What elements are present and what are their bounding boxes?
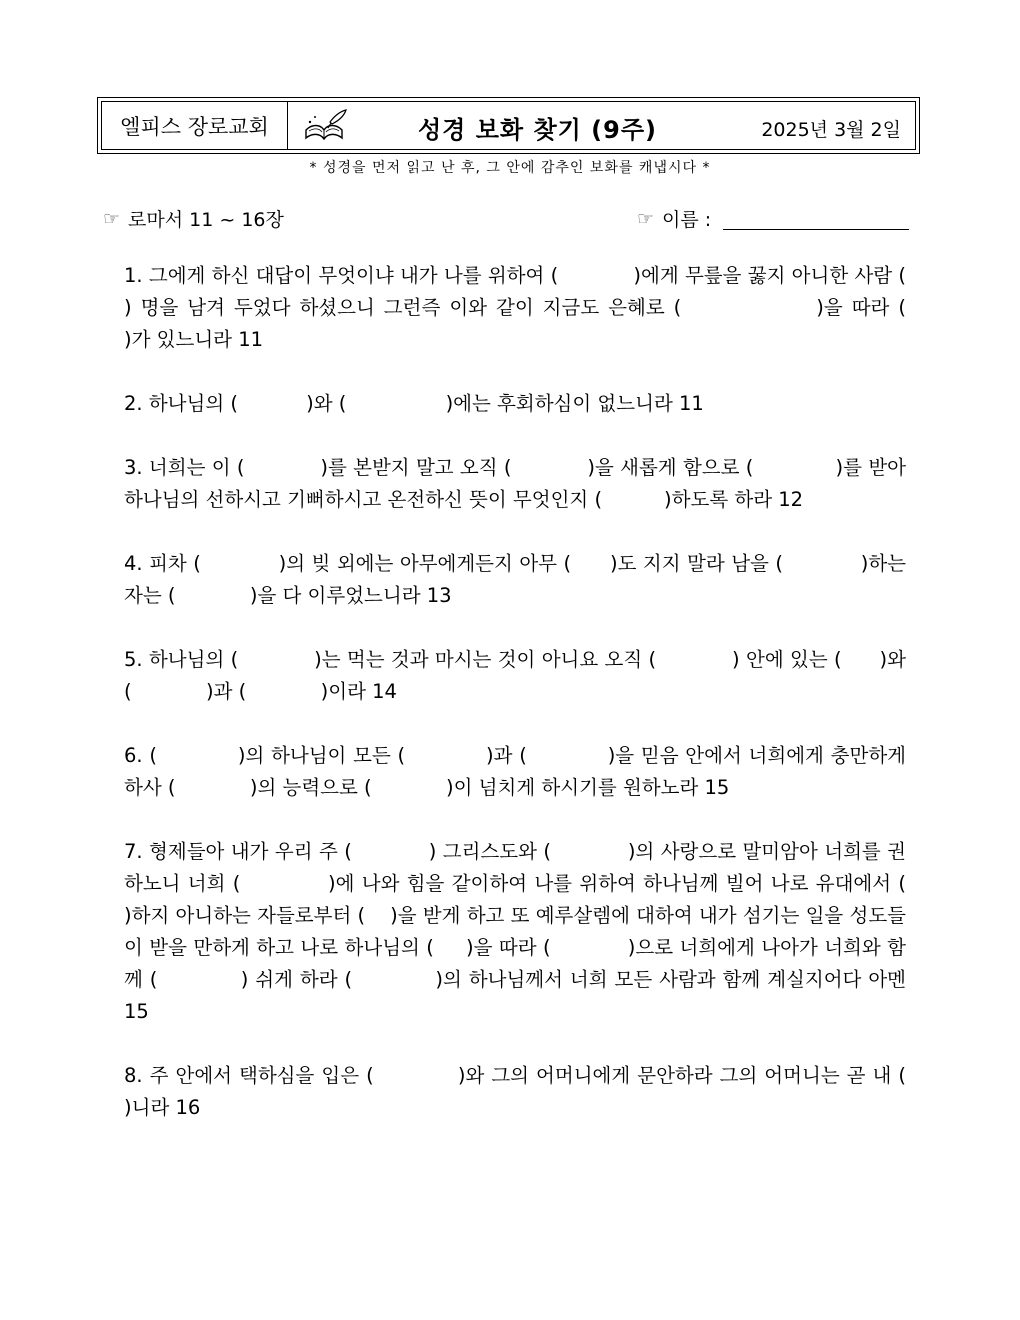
question-item: 4. 피차 ( )의 빚 외에는 아무에게든지 아무 ( )도 지지 말라 남을 ( )하는 자는 ( )을 다 이루었느니라 13 [124,552,913,607]
name-blank-line[interactable] [723,207,909,230]
question-item: 5. 하나님의 ( )는 먹는 것과 마시는 것이 아니요 오직 ( ) 안에 있는 ( )와 ( )과 ( )이라 14 [124,648,913,703]
church-name: 엘피스 장로교회 [102,102,288,149]
question-list [124,260,1006,1156]
question-item: 1. 그에게 하신 대답이 무엇이냐 내가 나를 위하여 ( )에게 무릎을 꿇지 아니한 사람 ( ) 명을 남겨 두었다 하셨으니 그런즉 이와 같이 지금도 은혜로 ( )을 따라 ( )가 있느니라 11 [124,264,1006,351]
reading-scope [103,205,284,232]
name-field [637,205,909,232]
book-quill-icon [302,108,348,144]
header-inner [101,101,916,150]
question-item: 8. 주 안에서 택하심을 입은 ( )와 그의 어머니에게 문안하라 그의 어머니는 곧 내 ( )니라 16 [124,1064,1006,1119]
question-item: 7. 형제들아 내가 우리 주 ( ) 그리스도와 ( )의 사랑으로 말미암아 너희를 권하노니 너희 ( )에 나와 힘을 같이하여 나를 위하여 하나님께 빌어 나로 유대에서 ( )하지 아니하는 자들로부터 ( )을 받게 하고 또 예루살렘에 대하여 내가 섬기는 일을 성도들이 받을 만하게 하고 나로 하나님의 ( )을 따라 ( )으로 너희에게 나아가 너희와 함께 ( ) 쉬게 하라 ( )의 하나님께서 너희 모든 사람과 함께 계실지어다 아멘 15 [124,840,1006,1023]
question-item: 6. ( )의 하나님이 모든 ( )과 ( )을 믿음 안에서 너희에게 충만하게 하사 ( )의 능력으로 ( )이 넘치게 하시기를 원하노라 15 [124,744,913,799]
scope-text: 로마서 11 ~ 16장 [128,209,284,231]
header-box [97,97,920,154]
title-cell [288,102,915,149]
pointing-hand-icon: ☞ [637,207,655,230]
date-label: 2025년 3월 2일 [761,119,901,141]
question-item: 3. 너희는 이 ( )를 본받지 말고 오직 ( )을 새롭게 함으로 ( )를 받아 하나님의 선하시고 기뻐하시고 온전하신 뜻이 무엇인지 ( )하도록 하라 12 [124,456,913,511]
question-item: 2. 하나님의 ( )와 ( )에는 후회하심이 없느니라 11 [124,392,704,415]
subtitle: * 성경을 먼저 읽고 난 후, 그 안에 감추인 보화를 캐냅시다 * [309,160,711,176]
name-label: 이름 : [662,209,712,231]
pointing-hand-icon: ☞ [103,207,121,230]
page-title: 성경 보화 찾기 (9주) [418,116,657,144]
